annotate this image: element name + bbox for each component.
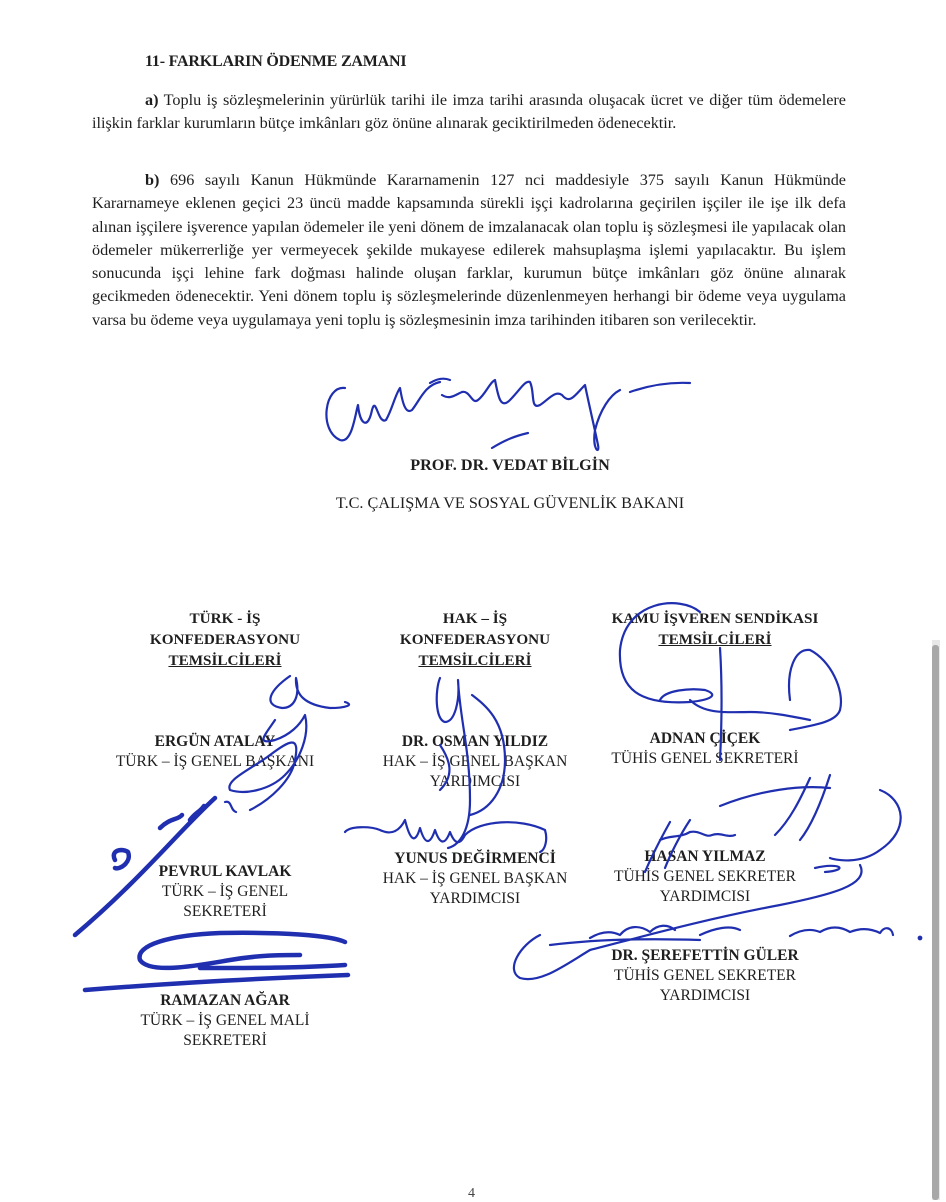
signatory-role: YARDIMCISI [429, 890, 521, 907]
signatory-adnan-cicek [590, 729, 820, 769]
minister-name: PROF. DR. VEDAT BİLGİN [410, 456, 610, 474]
signatory-name: DR. ŞEREFETTİN GÜLER [611, 947, 799, 964]
signatory-hasan-yilmaz [590, 847, 820, 907]
signatory-role: TÜHİS GENEL SEKRETER [614, 967, 796, 984]
signatory-role: TÜHİS GENEL SEKRETERİ [611, 750, 799, 767]
signatory-role: HAK – İŞ GENEL BAŞKAN [382, 753, 568, 770]
signatory-role: SEKRETERİ [183, 1032, 267, 1049]
signatory-name: HASAN YILMAZ [644, 848, 766, 865]
org-line: KAMU İŞVEREN SENDİKASI [611, 610, 819, 627]
signatory-role: TÜRK – İŞ GENEL BAŞKANI [115, 753, 315, 770]
org-line: TEMSİLCİLERİ [658, 631, 772, 648]
section-heading: 11- FARKLARIN ÖDENME ZAMANI [145, 53, 407, 70]
signatory-name: PEVRUL KAVLAK [158, 863, 292, 880]
signature-yunus-degirmenci [345, 820, 546, 852]
org-line: KONFEDERASYONU [149, 631, 301, 648]
paragraph-b-text: 696 sayılı Kanun Hükmünde Kararnamenin 127 nci maddesiyle 375 sayılı Kanun Hükmünde Kararnameye eklenen geçici 23 üncü madde kapsamında sürekli işçi kadrolarına geçirilen işçiler ile işe ilk defa alınan işçilere işverence yapılan ödemeler ile yeni dönem de imzalanacak olan toplu iş sözleşmesi ile yapılacak olan ödemeler mükerrerliğe yer vermeyecek şekilde mukayese edilerek mahsuplaşma işlemi yapılacaktır. Bu işlem sonucunda işçi lehine fark doğması halinde oluşan farklar, kurumun bütçe imkânları göz önüne alınarak gecikmeden ödenecektir. Yeni dönem toplu iş sözleşmelerinde düzenlenmeyen herhangi bir ödeme veya uygulama varsa bu ödeme veya uygulamaya yeni toplu iş sözleşmesinin imza tarihinden itibaren son verilecektir. [92, 171, 846, 329]
paragraph-b-label: b) [145, 171, 160, 189]
signatory-name: YUNUS DEĞİRMENCİ [394, 850, 556, 867]
signatory-serefettin-guler [590, 946, 820, 1006]
paragraph-a-text: Toplu iş sözleşmelerinin yürürlük tarihi ile imza tarihi arasında oluşacak ücret ve diğer tüm ödemelere ilişkin farklar kurumların bütçe imkânları göz önüne alınarak geciktirilmeden ödenecektir. [92, 91, 846, 133]
signatory-role: HAK – İŞ GENEL BAŞKAN [382, 870, 568, 887]
org-line: HAK – İŞ [442, 610, 508, 627]
paragraph-a-label: a) [145, 91, 159, 109]
scrollbar-thumb[interactable] [932, 645, 939, 1200]
org-line: TÜRK - İŞ [189, 610, 261, 627]
signatory-name: DR. OSMAN YILDIZ [401, 733, 549, 750]
minister-signature-tick [492, 433, 528, 448]
signatory-pevrul-kavlak [110, 862, 340, 922]
page-number: 4 [468, 1186, 475, 1201]
org-turk-is [110, 608, 340, 671]
signature-ramazan-agar [85, 933, 348, 990]
signatory-name: ERGÜN ATALAY [154, 733, 276, 750]
signatory-role: YARDIMCISI [659, 987, 751, 1004]
minister-signature [326, 379, 620, 450]
signatory-role: TÜHİS GENEL SEKRETER [614, 868, 796, 885]
org-hak-is [360, 608, 590, 671]
paragraph-a [92, 89, 846, 136]
signatory-osman-yildiz [360, 732, 590, 792]
org-kamu-isveren [590, 608, 840, 650]
signatory-ergun-atalay [80, 732, 350, 772]
org-line: TEMSİLCİLERİ [168, 652, 282, 669]
minister-title: T.C. ÇALIŞMA VE SOSYAL GÜVENLİK BAKANI [335, 494, 685, 512]
minister-signature-dash [630, 383, 690, 392]
paragraph-b [92, 169, 846, 332]
signatory-role: YARDIMCISI [659, 888, 751, 905]
signatory-ramazan-agar [110, 991, 340, 1051]
signatory-yunus-degirmenci [360, 849, 590, 909]
signatory-name: RAMAZAN AĞAR [160, 992, 290, 1009]
signatory-role: TÜRK – İŞ GENEL MALİ [140, 1012, 310, 1029]
signatory-role: TÜRK – İŞ GENEL [161, 883, 289, 900]
signatory-role: YARDIMCISI [429, 773, 521, 790]
org-line: TEMSİLCİLERİ [418, 652, 532, 669]
signatory-name: ADNAN ÇİÇEK [649, 730, 761, 747]
signatory-role: SEKRETERİ [183, 903, 267, 920]
org-line: KONFEDERASYONU [399, 631, 551, 648]
